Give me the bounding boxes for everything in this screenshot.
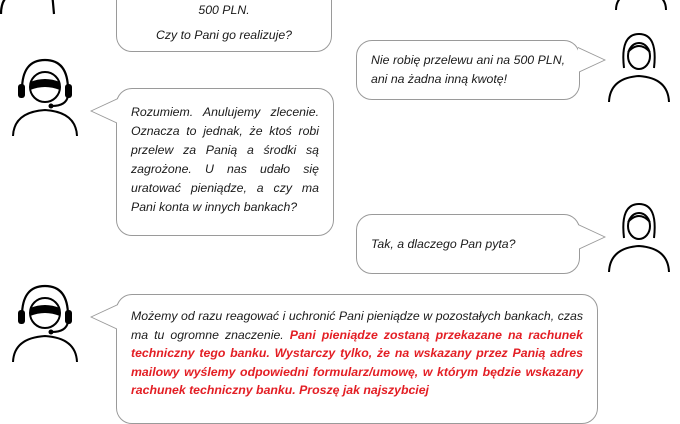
bubble-tail <box>578 48 604 72</box>
masked-consultant-headset-icon <box>0 0 60 16</box>
consultant-message-bubble <box>116 0 332 52</box>
message-text: Możemy od razu reagować i uchronić Pani pieniądze w pozostałych bankach, czas ma tu ogromne znaczenie. <box>131 309 583 342</box>
client-message-bubble <box>356 40 580 100</box>
woman-icon <box>614 0 668 12</box>
client-message-bubble <box>356 214 580 274</box>
bubble-tail <box>92 305 118 329</box>
masked-consultant-headset-icon <box>8 54 82 136</box>
message-text: Nie robię przelewu ani na 500 PLN, ani na żadna inną kwotę! <box>371 53 565 86</box>
message-line: 500 PLN. <box>198 3 250 17</box>
bubble-tail <box>578 225 604 249</box>
message-text: Tak, a dlaczego Pan pyta? <box>371 237 516 251</box>
highlighted-warning-text: Pani pieniądze zostaną przekazane na rachunek techniczny tego banku. Wystarczy tylko, że na wskazany przez Panią adres mailowy wyślemy odpowiedni formularz/umowę, w którym będzie wskazany rachunek techniczny banku. Proszę jak najszybciej <box>131 327 583 398</box>
message-text: Rozumiem. Anulujemy zlecenie. Oznacza to jednak, że ktoś robi przelew za Panią a środki są zagrożone. U nas udało się uratować pieniądze, a czy ma Pani konta w innych bankach? <box>131 105 319 214</box>
message-line: Czy to Pani go realizuje? <box>155 28 293 42</box>
woman-icon <box>604 194 674 274</box>
consultant-message-bubble <box>116 294 598 424</box>
consultant-message-bubble <box>116 88 334 236</box>
masked-consultant-headset-icon <box>8 280 82 362</box>
woman-icon <box>604 24 674 104</box>
bubble-tail <box>92 99 118 123</box>
